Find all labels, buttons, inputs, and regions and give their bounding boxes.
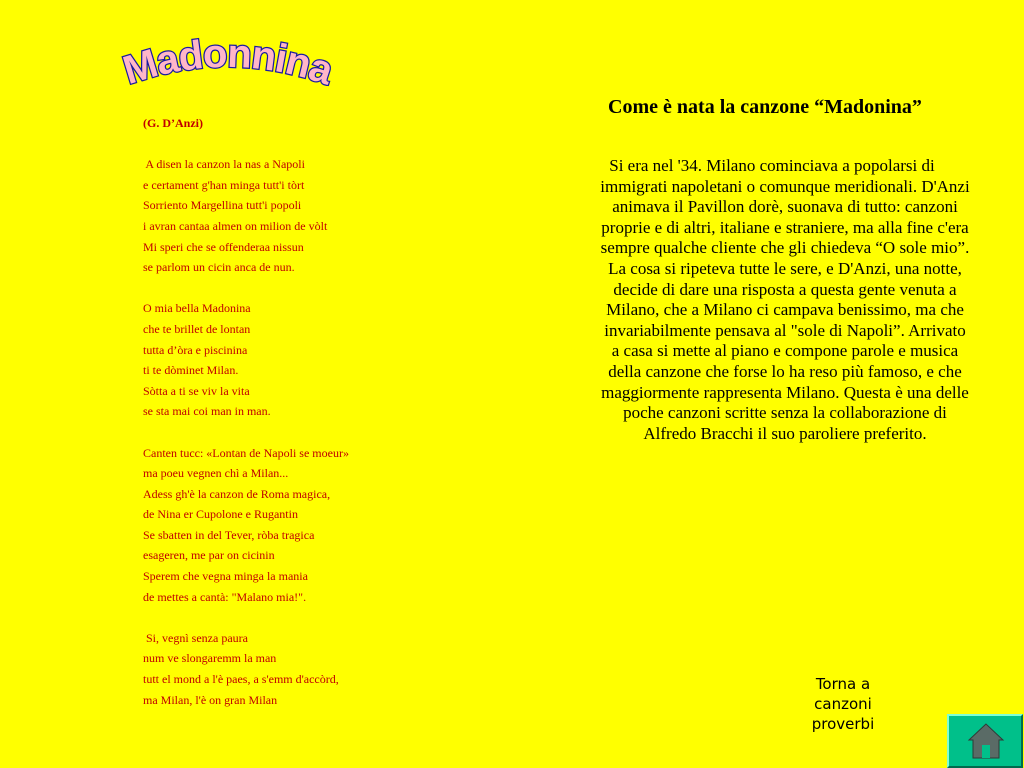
poem-stanza xyxy=(143,154,443,278)
poem-line: O mia bella Madonina xyxy=(143,301,251,316)
poem-stanza xyxy=(143,298,443,422)
poem-line: e certament g'han minga tutt'i tòrt xyxy=(143,177,305,192)
logo-text: Madonnina xyxy=(118,31,338,94)
poem-line: ti te dòminet Milan. xyxy=(143,363,239,378)
poem-line: Canten tucc: «Lontan de Napoli se moeur» xyxy=(143,445,349,460)
home-icon xyxy=(967,722,1005,760)
poem-line: Sperem che vegna minga la mania xyxy=(143,569,308,584)
story-title: Come è nata la canzone “Madonina” xyxy=(608,96,922,118)
poem-line: A disen la canzon la nas a Napoli xyxy=(143,157,305,172)
poem-line: i avran cantaa almen on milion de vòlt xyxy=(143,218,328,233)
poem-line: tutta d’òra e piscinina xyxy=(143,342,248,357)
poem-line: Sorriento Margellina tutt'i popoli xyxy=(143,198,302,213)
poem xyxy=(143,113,443,731)
poem-line: Mi speri che se offenderaa nissun xyxy=(143,239,304,254)
poem-stanzas xyxy=(143,154,443,710)
home-button[interactable] xyxy=(947,714,1023,768)
poem-line: esageren, me par on cicinin xyxy=(143,548,275,563)
title-logo xyxy=(105,14,350,102)
poem-line: Sòtta a ti se viv la vita xyxy=(143,383,250,398)
poem-line: num ve slongaremm la man xyxy=(143,651,277,666)
back-to-songs-link[interactable]: Torna a canzoni proverbi xyxy=(811,675,875,733)
poem-line: Adess gh'è la canzon de Roma magica, xyxy=(143,486,331,501)
poem-line: Si, vegnì senza paura xyxy=(143,630,248,645)
poem-line: de mettes a cantà: "Malano mia!". xyxy=(143,589,307,604)
poem-stanza xyxy=(143,628,443,710)
story-text: Si era nel '34. Milano cominciava a popolarsi di immigrati napoletani o comunque meridionali. D'Anzi animava il Pavillon dorè, suonava di tutto: canzoni proprie e di altri, italiane e straniere, ma alla fine c'era sempre qualche cliente che gli chiedeva “O sole mio”. La cosa si ripeteva tutte le sere, e D'Anzi, una notte, decide di dare una risposta a questa gente venuta a Milano, che a Milano ci campava benissimo, ma che invariabilmente pensava al "sole di Napoli”. Arrivato a casa si mette al piano e compone parole e musica della canzone che forse lo ha reso più famoso, e che maggiormente rappresenta Milano. Questa è una delle poche canzoni scritte senza la collaborazione di Alfredo Bracchi il suo paroliere preferito. xyxy=(600,156,970,443)
poem-author: (G. D’Anzi) xyxy=(143,116,203,130)
poem-line: ma Milan, l'è on gran Milan xyxy=(143,692,278,707)
poem-line: se parlom un cicin anca de nun. xyxy=(143,260,295,275)
poem-line: de Nina er Cupolone e Rugantin xyxy=(143,507,298,522)
poem-line: che te brillet de lontan xyxy=(143,321,251,336)
poem-line: se sta mai coi man in man. xyxy=(143,404,271,419)
poem-line: tutt el mond a l'è paes, a s'emm d'accòrd, xyxy=(143,672,339,687)
poem-line: Se sbatten in del Tever, ròba tragica xyxy=(143,527,315,542)
svg-text:Madonnina xyxy=(118,32,339,94)
poem-line: ma poeu vegnen chì a Milan... xyxy=(143,466,289,481)
poem-stanza xyxy=(143,443,443,608)
